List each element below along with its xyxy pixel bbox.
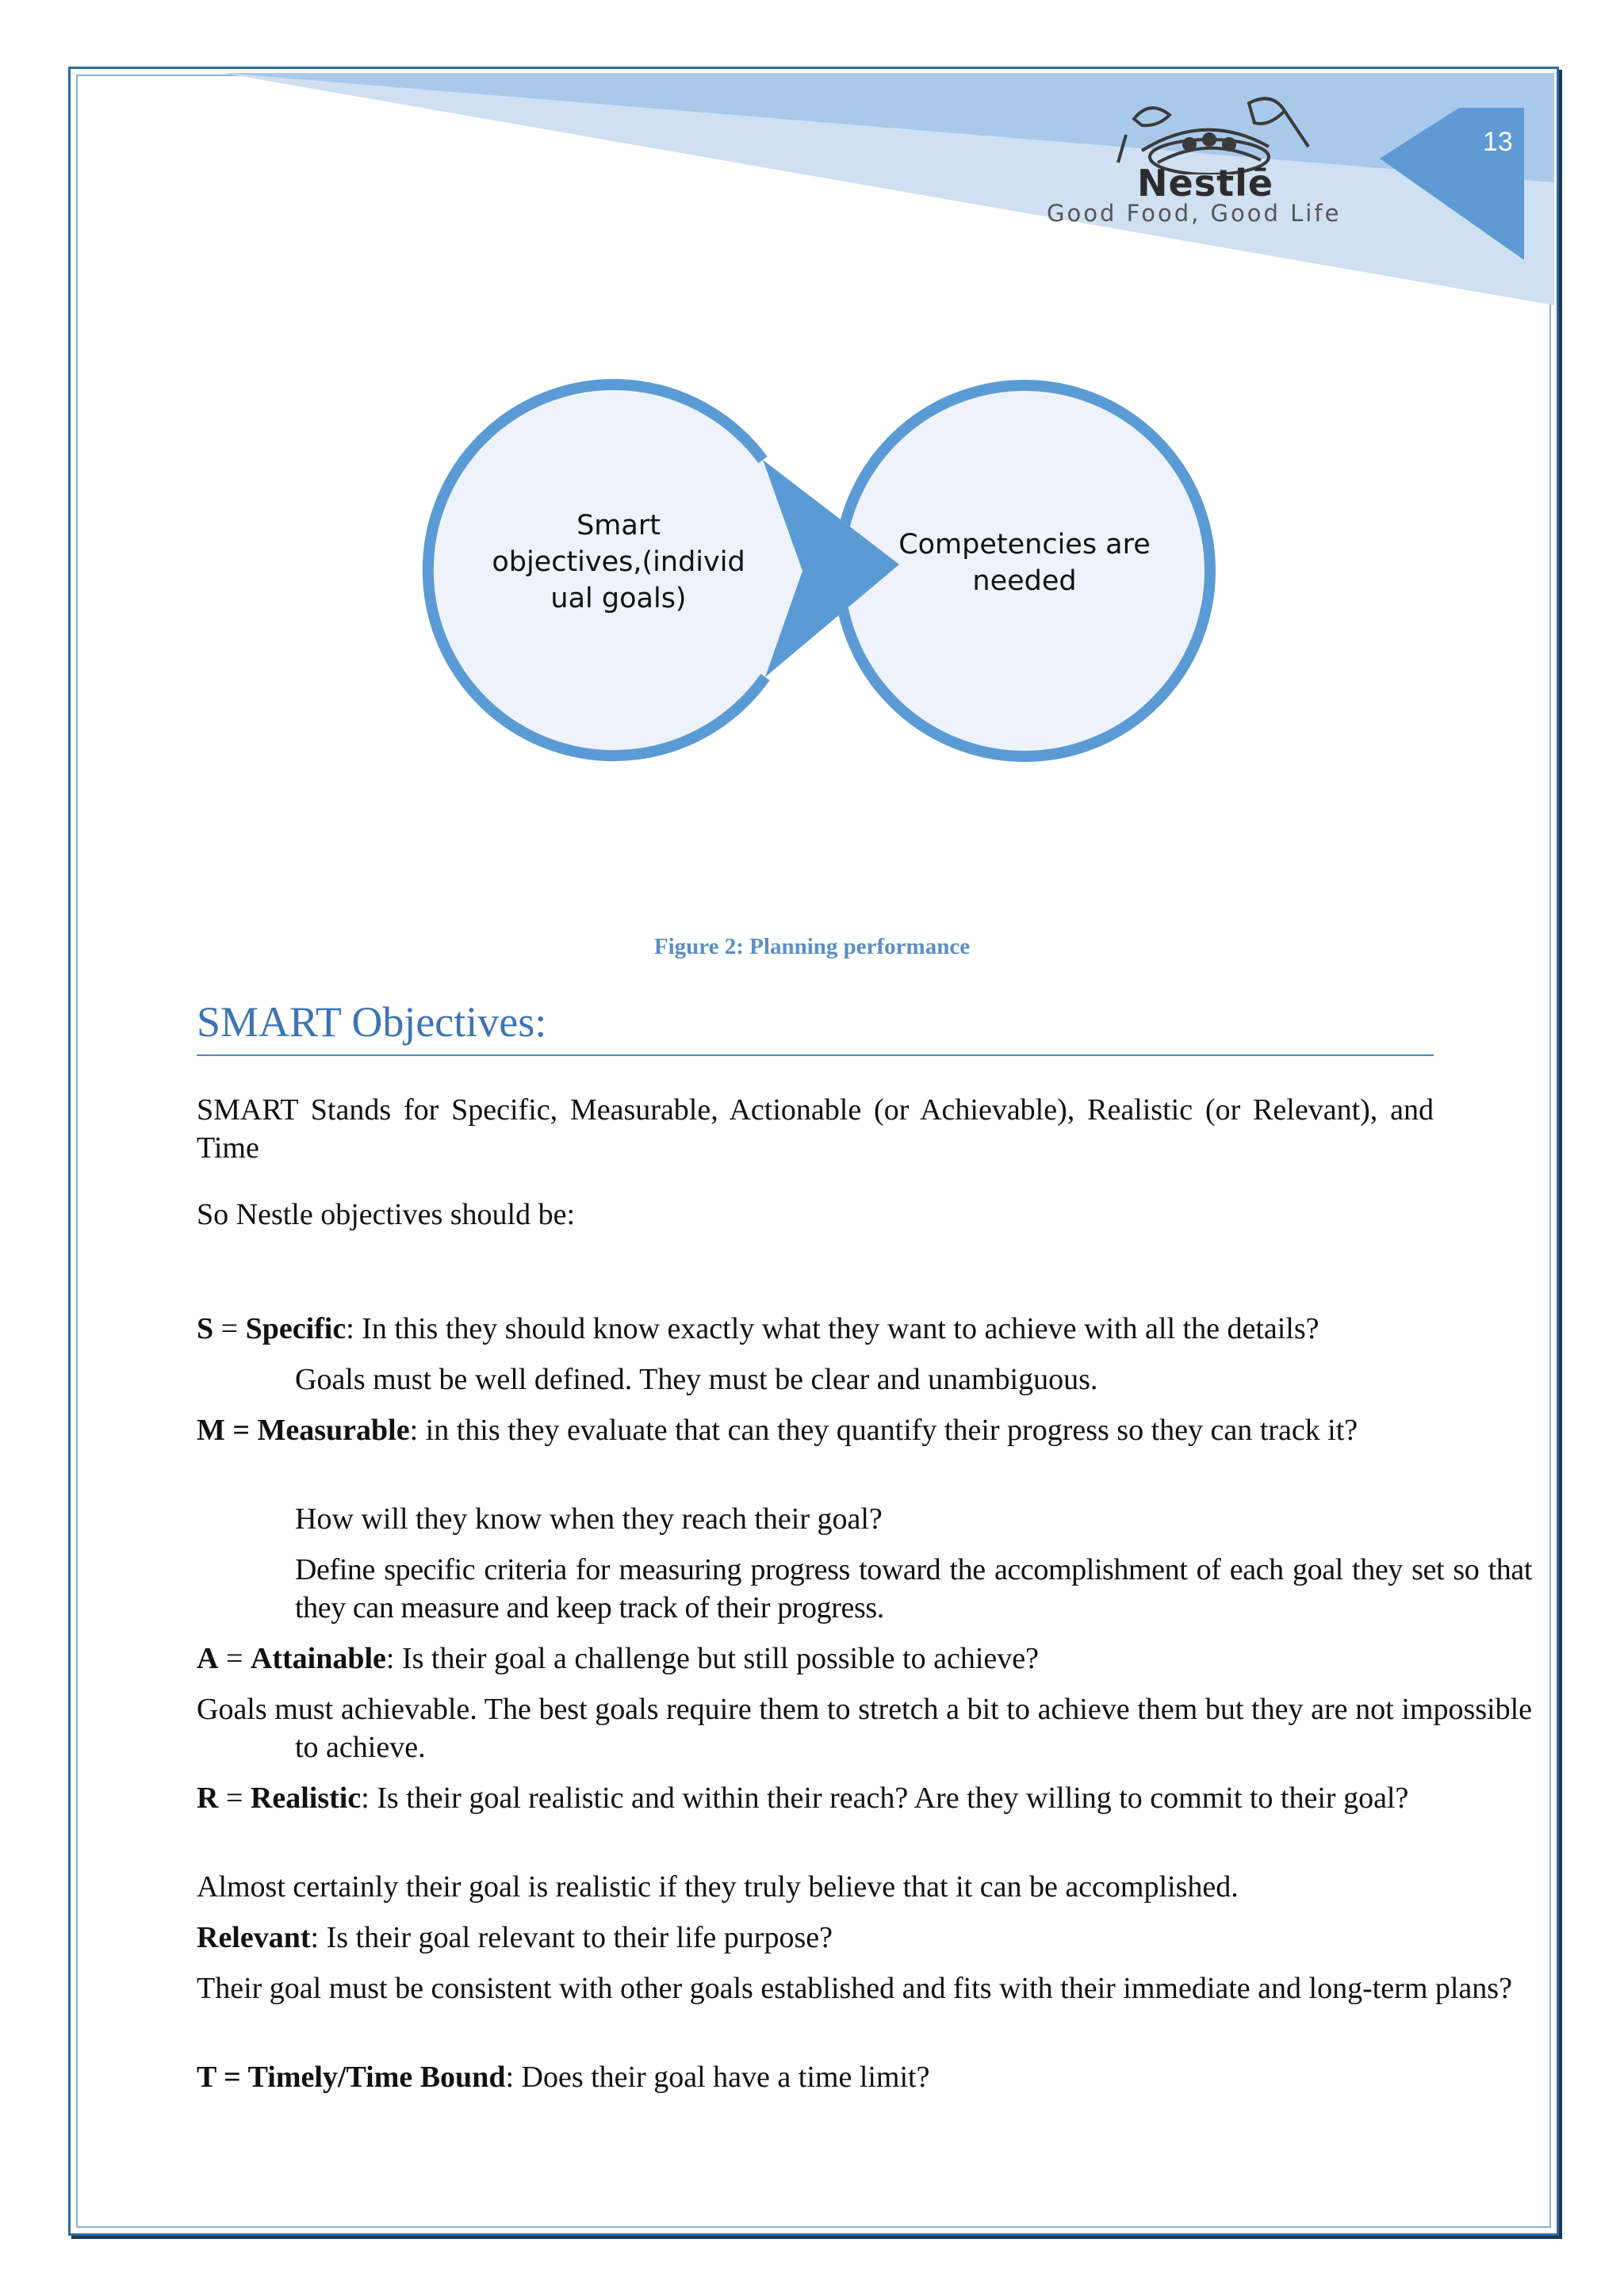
attainable-detail: Goals must achievable. The best goals require them to stretch a bit to achieve them but they are not impossible to achieve. bbox=[197, 1693, 1532, 1764]
logo-wordmark: Nestlē bbox=[1137, 162, 1274, 205]
page-number: 13 bbox=[1483, 127, 1513, 157]
smart-item-relevant: Relevant: Is their goal relevant to their life purpose? bbox=[197, 1921, 833, 1954]
smart-item-measurable: M = Measurable: in this they evaluate that can they quantify their progress so they can track it? bbox=[197, 1414, 1358, 1447]
specific-detail: Goals must be well defined. They must be clear and unambiguous. bbox=[295, 1363, 1098, 1396]
intro-paragraph: SMART Stands for Specific, Measurable, Actionable (or Achievable), Realistic (or Relevant), and Time bbox=[197, 1093, 1434, 1165]
lead-paragraph: So Nestle objectives should be: bbox=[197, 1198, 576, 1231]
smart-item-timely: T = Timely/Time Bound: Does their goal have a time limit? bbox=[197, 2061, 930, 2094]
smart-item-realistic: R = Realistic: Is their goal realistic and within their reach? Are they willing to commit to their goal? bbox=[197, 1781, 1409, 1815]
relevant-detail: Their goal must be consistent with other goals established and fits with their immediate and long-term plans? bbox=[197, 1972, 1512, 2005]
measurable-question: How will they know when they reach their goal? bbox=[295, 1502, 883, 1536]
smart-item-specific: S = Specific: In this they should know exactly what they want to achieve with all the details? bbox=[197, 1312, 1320, 1345]
smart-item-attainable: A = Attainable: Is their goal a challenge but still possible to achieve? bbox=[197, 1642, 1039, 1675]
nestle-logo bbox=[1047, 87, 1443, 238]
logo-tagline: Good Food, Good Life bbox=[1047, 200, 1342, 227]
right-circle-label: Competencies are needed bbox=[898, 529, 1151, 597]
figure-caption: Figure 2: Planning performance bbox=[653, 934, 971, 959]
measurable-detail: Define specific criteria for measuring progress toward the accomplishment of each goal they set so that they can measure and keep track of their progress. bbox=[295, 1553, 1532, 1624]
heading-underline bbox=[197, 1054, 1434, 1056]
section-heading: SMART Objectives: bbox=[197, 998, 547, 1046]
planning-performance-diagram bbox=[420, 365, 1245, 777]
left-circle-label: Smart objectives,(individ ual goals) bbox=[492, 510, 745, 614]
realistic-detail: Almost certainly their goal is realistic if they truly believe that it can be accomplished. bbox=[197, 1870, 1239, 1904]
